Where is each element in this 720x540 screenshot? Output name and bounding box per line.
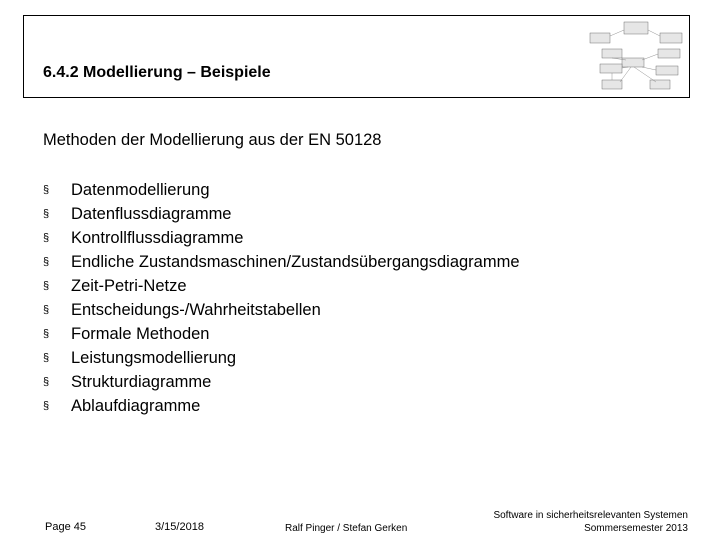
bullet-marker: § [43, 352, 50, 364]
list-item-text: Datenflussdiagramme [71, 205, 232, 223]
bullet-marker: § [43, 304, 50, 316]
footer-course [493, 509, 688, 535]
model-based-engineering-diagram [586, 20, 686, 92]
diagram-box [600, 64, 622, 73]
diagram-box [650, 80, 670, 89]
footer-authors: Ralf Pinger / Stefan Gerken [285, 523, 408, 534]
list-item [43, 252, 520, 276]
footer-course-title: Software in sicherheitsrelevanten Systemen [493, 510, 688, 521]
diagram-box [622, 58, 644, 67]
diagram-box [656, 66, 678, 75]
list-item [43, 372, 520, 396]
list-item [43, 396, 520, 420]
diagram-connector [610, 30, 624, 36]
list-item [43, 276, 520, 300]
list-item-text: Datenmodellierung [71, 181, 210, 199]
list-item-text: Zeit-Petri-Netze [71, 277, 187, 295]
list-item [43, 300, 520, 324]
bullet-marker: § [43, 208, 50, 220]
diagram-box [658, 49, 680, 58]
diagram-box [624, 22, 648, 34]
subtitle: Methoden der Modellierung aus der EN 50128 [43, 131, 382, 149]
footer-date: 3/15/2018 [155, 521, 204, 533]
bullet-marker: § [43, 400, 50, 412]
list-item-text: Endliche Zustandsmaschinen/Zustandsübergangsdiagramme [71, 253, 520, 271]
footer-page-number: Page 45 [45, 521, 86, 533]
list-item [43, 180, 520, 204]
slide-title: 6.4.2 Modellierung – Beispiele [43, 64, 271, 81]
diagram-box [602, 49, 622, 58]
list-item [43, 228, 520, 252]
list-item [43, 348, 520, 372]
bullet-marker: § [43, 256, 50, 268]
list-item [43, 324, 520, 348]
diagram-connector [642, 67, 656, 70]
diagram-connector [648, 30, 660, 36]
list-item-text: Leistungsmodellierung [71, 349, 237, 367]
bullet-marker: § [43, 232, 50, 244]
bullet-marker: § [43, 328, 50, 340]
diagram-connector [642, 54, 658, 60]
diagram-box [660, 33, 682, 43]
list-item-text: Ablaufdiagramme [71, 397, 201, 415]
footer-semester: Sommersemester 2013 [584, 523, 688, 534]
diagram-box [602, 80, 622, 89]
bullet-marker: § [43, 184, 50, 196]
list-item-text: Entscheidungs-/Wahrheitstabellen [71, 301, 321, 319]
list-item [43, 204, 520, 228]
bullet-marker: § [43, 280, 50, 292]
method-list [43, 180, 520, 420]
bullet-marker: § [43, 376, 50, 388]
list-item-text: Strukturdiagramme [71, 373, 212, 391]
list-item-text: Formale Methoden [71, 325, 210, 343]
list-item-text: Kontrollflussdiagramme [71, 229, 244, 247]
diagram-box [590, 33, 610, 43]
